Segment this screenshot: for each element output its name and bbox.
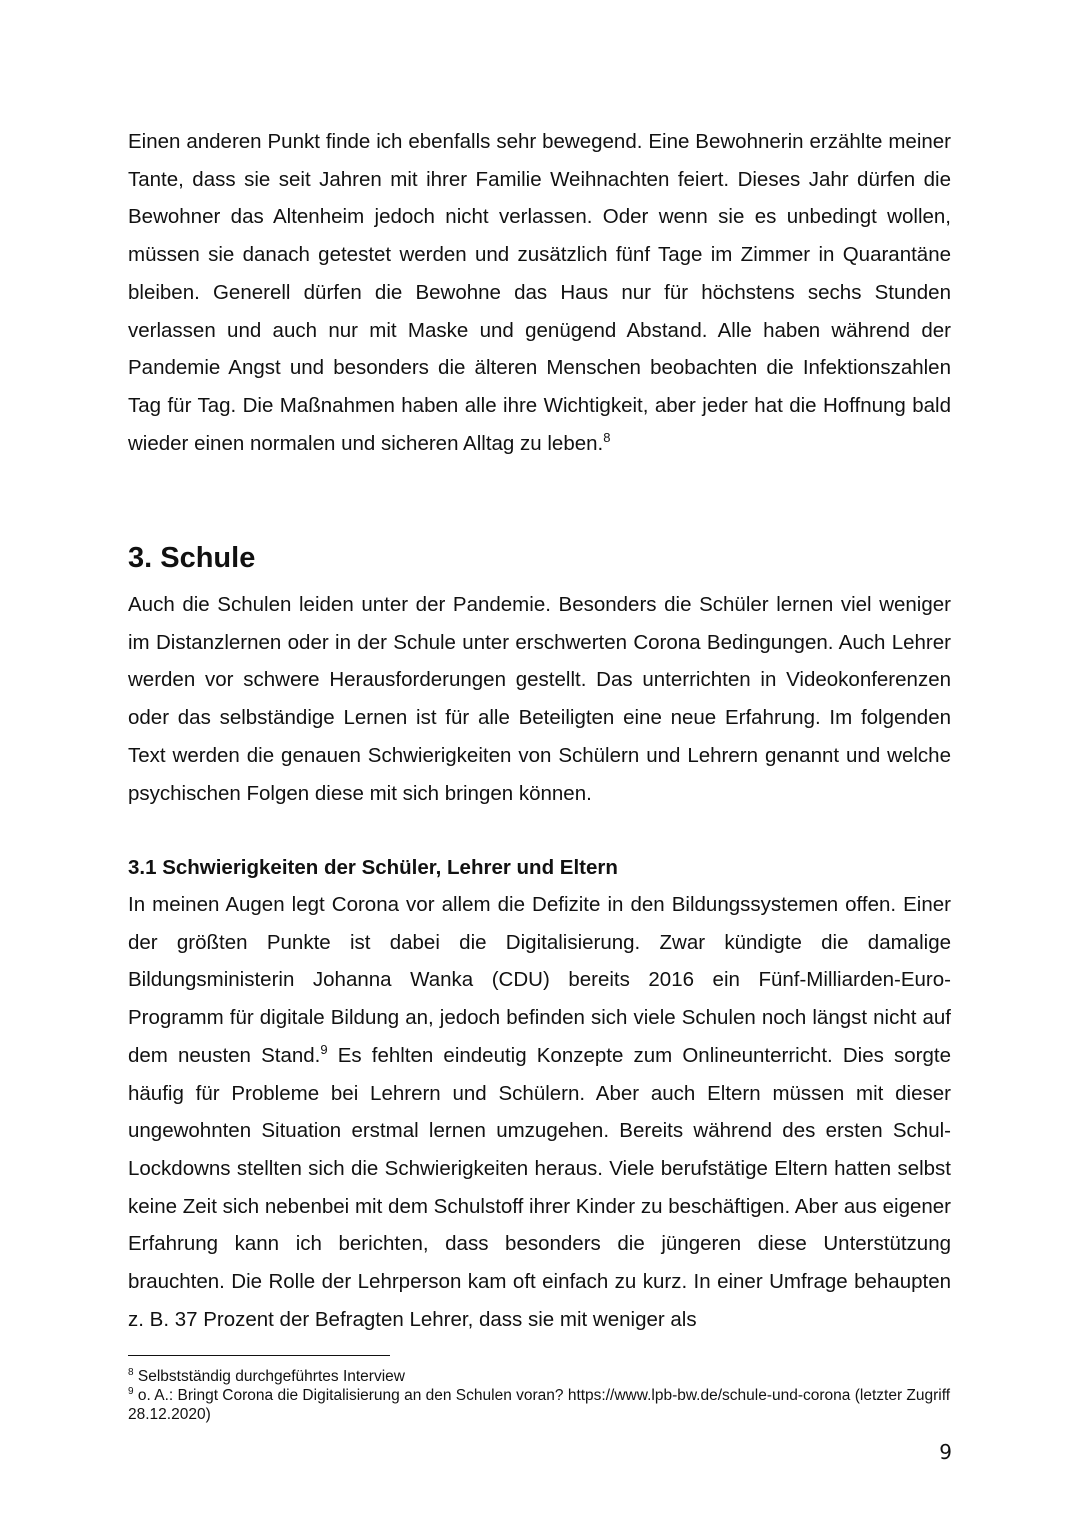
paragraph-nursing-home (128, 123, 951, 462)
footnote-9-text: o. A.: Bringt Corona die Digitalisierung an den Schulen voran? https://www.lpb-bw.de/schule-und-corona (letzter Zugriff 28.12.2020) (128, 1387, 951, 1423)
paragraph-nursing-home-text: Einen anderen Punkt finde ich ebenfalls sehr bewegend. Eine Bewohnerin erzählte meiner Tante, dass sie seit Jahren mit ihrer Familie Weihnachten feiert. Dieses Jahr dürfen die Bewohner das Altenheim jedoch nicht verlassen. Oder wenn sie es unbedingt wollen, müssen sie danach getestet werden und zusätzlich fünf Tage im Zimmer in Quarantäne bleiben. Generell dürfen die Bewohne das Haus nur für höchstens sechs Stunden verlassen und auch nur mit Maske und genügend Abstand. Alle haben während der Pandemie Angst und besonders die älteren Menschen beobachten die Infektionszahlen Tag für Tag. Die Maßnahmen haben alle ihre Wichtigkeit, aber jeder hat die Hoffnung bald wieder einen normalen und sicheren Alltag zu leben. (128, 130, 951, 455)
footnote-8-text: Selbstständig durchgeführtes Interview (133, 1368, 405, 1385)
footnotes-section (128, 1367, 958, 1424)
footnote-8-mark: 8 (128, 1366, 134, 1378)
footnote-9-mark: 9 (128, 1385, 134, 1397)
footnote-ref-8[interactable]: 8 (603, 429, 611, 445)
subsection-heading-difficulties: 3.1 Schwierigkeiten der Schüler, Lehrer und Eltern (128, 856, 618, 879)
footnote-separator (128, 1355, 390, 1356)
paragraph-schools-intro: Auch die Schulen leiden unter der Pandemie. Besonders die Schüler lernen viel weniger im Distanzlernen oder in der Schule unter erschwerten Corona Bedingungen. Auch Lehrer werden vor schwere Herausforderungen gestellt. Das unterrichten in Videokonferenzen oder das selbständige Lernen ist für alle Beteiligten eine neue Erfahrung. Im folgenden Text werden die genauen Schwierigkeiten von Schülern und Lehrern genannt und welche psychischen Folgen diese mit sich bringen können. (128, 593, 951, 805)
section-heading-schule: 3. Schule (128, 542, 256, 574)
paragraph-difficulties-text-start: In meinen Augen legt Corona vor allem die Defizite in den Bildungssystemen offen. Einer der größten Punkte ist dabei die Digitalisierung. Zwar kündigte die damalige Bildungsministerin Johanna Wanka (CDU) bereits 2016 ein Fünf-Milliarden-Euro-Programm für digitale Bildung an, jedoch befinden sich viele Schulen noch längst nicht auf dem neusten Stand. (128, 893, 951, 1067)
footnote-ref-9[interactable]: 9 (320, 1041, 328, 1057)
footnote-8 (128, 1367, 958, 1386)
paragraph-difficulties-text-end: Es fehlten eindeutig Konzepte zum Onlineunterricht. Dies sorgte häufig für Probleme bei Lehrern und Schülern. Aber auch Eltern müssen mit dieser ungewohnten Situation erstmal lernen umzugehen. Bereits während des ersten Schul-Lockdowns stellten sich die Schwierigkeiten heraus. Viele berufstätige Eltern hatten selbst keine Zeit sich nebenbei mit dem Schulstoff ihrer Kinder zu beschäftigen. Aber aus eigener Erfahrung kann ich berichten, dass besonders die jüngeren diese Unterstützung brauchten. Die Rolle der Lehrperson kam oft einfach zu kurz. In einer Umfrage behaupten z. B. 37 Prozent der Befragten Lehrer, dass sie mit weniger als (128, 1043, 951, 1331)
footnote-9 (128, 1386, 958, 1424)
page-number: 9 (939, 1440, 952, 1464)
paragraph-difficulties (128, 886, 951, 1338)
